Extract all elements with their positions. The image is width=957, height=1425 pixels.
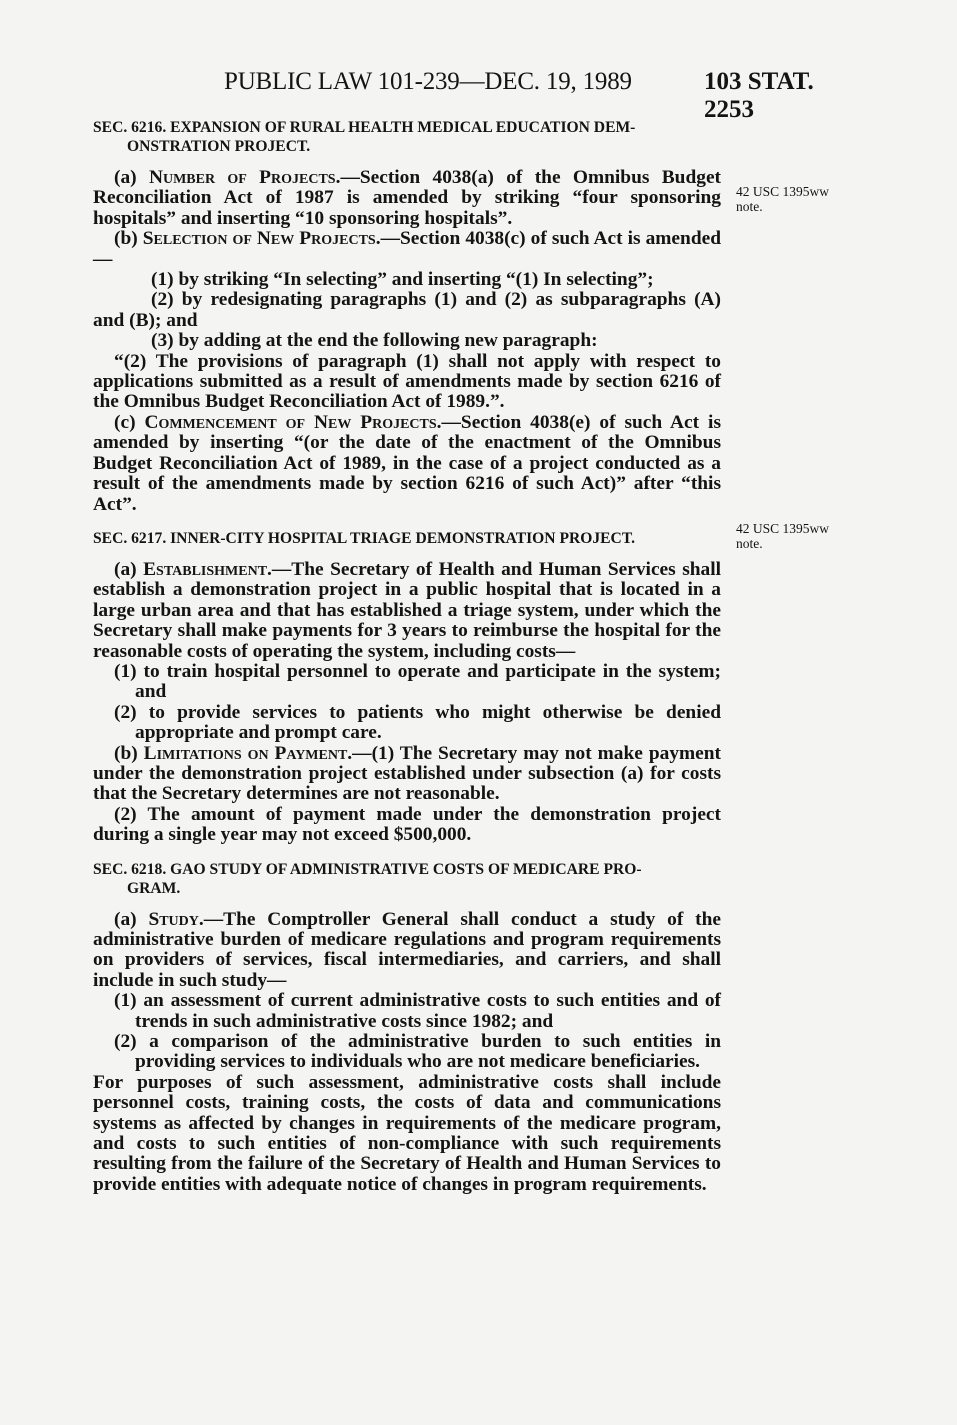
paragraph-6216-b2: (2) by redesignating paragraphs (1) and (2) as subparagraphs (A) and (B); and <box>93 289 721 331</box>
closing-paragraph-6218: For purposes of such assessment, administrative costs shall include personnel costs, training costs, the costs of data and communications systems as affected by changes in requirements of the medicare program, and costs to such entities of non-compliance with such requirements resulting from the failure of the Secretary of Health and Human Services to provide entities with adequate notice of changes in program requirements. <box>93 1071 721 1195</box>
paragraph-6218-a1: (1) an assessment of current administrative costs to such entities and of trends in such administrative costs since 1982; and <box>114 990 721 1032</box>
margin-note-citation: 42 USC 1395ww <box>736 521 830 536</box>
page-header <box>224 68 864 123</box>
paragraph-6216-b3: (3) by adding at the end the following new paragraph: <box>151 330 598 352</box>
quoted-paragraph-6216: “(2) The provisions of paragraph (1) shall not apply with respect to applications submitted as a result of amendments made by section 6216 of the Omnibus Budget Reconciliation Act of 1989.”. <box>93 350 721 413</box>
section-heading-6217: SEC. 6217. INNER-CITY HOSPITAL TRIAGE DEMONSTRATION PROJECT. <box>93 529 635 547</box>
document-body <box>93 118 721 1195</box>
section-heading-6216: SEC. 6216. EXPANSION OF RURAL HEALTH MEDICAL EDUCATION DEM- ONSTRATION PROJECT. <box>93 119 636 155</box>
paragraph-6217-a2: (2) to provide services to patients who might otherwise be denied appropriate and prompt care. <box>114 701 721 744</box>
subsection-6216-a: (a) Number of Projects.—Section 4038(a) of the Omnibus Budget Reconciliation Act of 1987 is amended by striking “four sponsoring hospitals” and inserting “10 sponsoring hospitals”. <box>93 167 722 229</box>
paragraph-6217-a1: (1) to train hospital personnel to operate and participate in the system; and <box>114 660 721 703</box>
subsection-6216-b: (b) Selection of New Projects.—Section 4038(c) of such Act is amended— <box>93 228 721 270</box>
subsection-6216-c: (c) Commencement of New Projects.—Section 4038(e) of such Act is amended by inserting “(or the date of the enactment of the Omnibus Budget Reconciliation Act of 1989, in the case of a project conducted as a result of the amendments made by section 6216 of such Act)” after “this Act”. <box>93 411 721 515</box>
paragraph-6216-b1: (1) by striking “In selecting” and inserting “(1) In selecting”; <box>151 269 654 291</box>
margin-note-citation: 42 USC 1395ww <box>736 184 830 199</box>
page-number: 103 STAT. 2253 <box>704 68 814 123</box>
section-heading-6218: SEC. 6218. GAO STUDY OF ADMINISTRATIVE COSTS OF MEDICARE PRO- GRAM. <box>93 860 642 897</box>
margin-note-suffix: note. <box>736 199 763 214</box>
subsection-6217-b: (b) Limitations on Payment.—(1) The Secretary may not make payment under the demonstration project established under subsection (a) for costs that the Secretary determines are not reasonable. <box>93 742 722 805</box>
subsection-6217-a: (a) Establishment.—The Secretary of Health and Human Services shall establish a demonstration project in a public hospital that is located in a large urban area and that has established a triage system, under which the Secretary shall make payments for 3 years to reimburse the hospital for the reasonable costs of operating the system, including costs— <box>93 558 722 662</box>
margin-note-usc-6216 <box>736 184 866 214</box>
paragraph-6218-a2: (2) a comparison of the administrative burden to such entities in providing services to individuals who are not medicare beneficiaries. <box>114 1031 721 1073</box>
subsection-6218-a: (a) Study.—The Comptroller General shall conduct a study of the administrative burden of medicare regulations and program requirements on providers of services, fiscal intermediaries, and carriers, and shall include in such study— <box>93 908 721 991</box>
running-title: PUBLIC LAW 101-239—DEC. 19, 1989 <box>224 68 632 95</box>
margin-note-usc-6217 <box>736 521 866 551</box>
paragraph-6217-b2: (2) The amount of payment made under the demonstration project during a single year may not exceed $500,000. <box>93 803 721 846</box>
margin-note-suffix: note. <box>736 536 763 551</box>
